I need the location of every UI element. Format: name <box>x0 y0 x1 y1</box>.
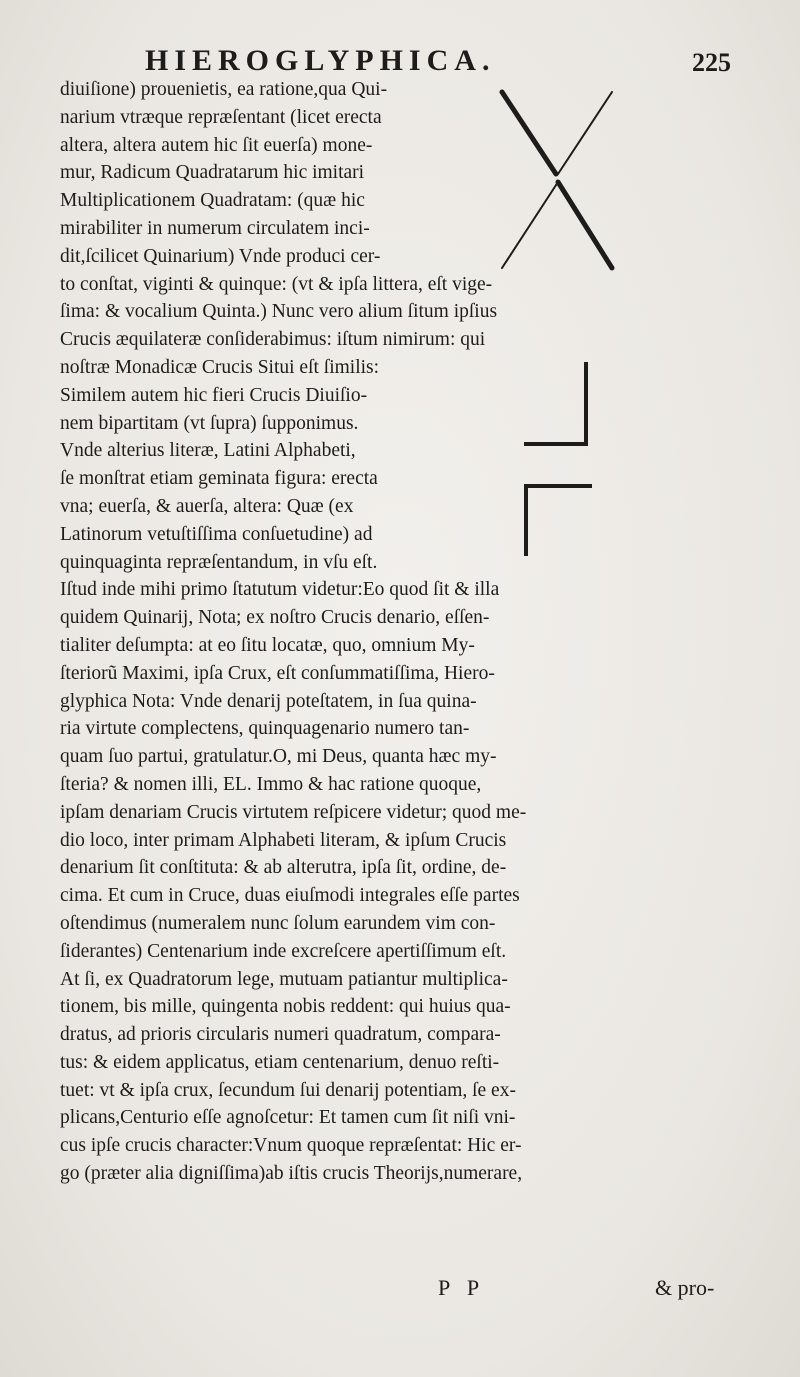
text-line: plicans,Centurio eſſe agnoſcetur: Et tamen cum ſit niſi vni- <box>60 1107 516 1129</box>
catchword: & pro- <box>655 1275 715 1300</box>
text-line: vna; euerſa, & auerſa, altera: Quæ (ex <box>60 495 354 517</box>
text-line: quidem Quinarij, Nota; ex noſtro Crucis denario, eſſen- <box>60 607 490 629</box>
bipartite-cross-corner-figure <box>498 356 610 560</box>
text-line: Vnde alterius literæ, Latini Alphabeti, <box>60 440 356 462</box>
text-line: tionem, bis mille, quingenta nobis reddent: qui huius qua- <box>60 996 511 1018</box>
text-line: ria virtute complectens, quinquagenario numero tan- <box>60 718 470 740</box>
text-line: Iſtud inde mihi primo ſtatutum videtur:Eo quod ſit & illa <box>60 579 500 601</box>
text-line: At ſi, ex Quadratorum lege, mutuam patiantur multiplica- <box>60 968 508 990</box>
page-number: 225 <box>692 48 731 77</box>
text-line: to conſtat, viginti & quinque: (vt & ipſa littera, eſt vige- <box>60 273 493 295</box>
signature-mark: P P <box>438 1275 486 1300</box>
text-line: cima. Et cum in Cruce, duas eiuſmodi integrales eſſe partes <box>60 885 520 907</box>
text-line: tialiter deſumpta: at eo ſitu locatæ, quo, omnium My- <box>60 634 475 656</box>
running-title: HIEROGLYPHICA. <box>145 44 496 77</box>
text-line: dit,ſcilicet Quinarium) Vnde produci cer- <box>60 245 381 267</box>
text-line: tuet: vt & ipſa crux, ſecundum ſui denarij potentiam, ſe ex- <box>60 1079 516 1101</box>
text-line: denarium ſit conſtituta: & ab alterutra, ipſa ſit, ordine, de- <box>60 857 507 879</box>
text-line: noſtræ Monadicæ Crucis Situi eſt ſimilis: <box>60 356 380 378</box>
text-line: Crucis æquilateræ conſiderabimus: iſtum nimirum: qui <box>60 329 486 351</box>
text-line: ſteriorũ Maximi, ipſa Crux, eſt conſummatiſſima, Hiero- <box>60 662 495 684</box>
text-line: ſteria? & nomen illi, EL. Immo & hac ratione quoque, <box>60 773 482 795</box>
v-over-inverted-v-figure <box>486 88 640 278</box>
text-line: Latinorum vetuſtiſſima conſuetudine) ad <box>60 523 373 545</box>
text-line: mirabiliter in numerum circulatem inci- <box>60 217 370 239</box>
text-line: Similem autem hic fieri Crucis Diuiſio- <box>60 384 368 406</box>
text-line: narium vtræque repræſentant (licet erecta <box>60 106 382 128</box>
text-line: Multiplicationem Quadratam: (quæ hic <box>60 190 365 212</box>
running-head <box>60 44 780 78</box>
text-line: ſima: & vocalium Quinta.) Nunc vero alium ſitum ipſius <box>60 301 498 323</box>
text-line: cus ipſe crucis character:Vnum quoque repræſentat: Hic er- <box>60 1135 522 1157</box>
text-line: ipſam denariam Crucis virtutem reſpicere videtur; quod me- <box>60 801 527 823</box>
text-line: quinquaginta repræſentandum, in vſu eſt. <box>60 551 378 573</box>
text-line: tus: & eidem applicatus, etiam centenarium, denuo reſti- <box>60 1051 500 1073</box>
text-line: ſiderantes) Centenarium inde excreſcere apertiſſimum eſt. <box>60 940 507 962</box>
text-line: quam ſuo partui, gratulatur.O, mi Deus, quanta hæc my- <box>60 746 497 768</box>
text-line: dio loco, inter primam Alphabeti literam, & ipſum Crucis <box>60 829 507 851</box>
text-line: altera, altera autem hic ſit euerſa) mone- <box>60 134 373 156</box>
text-line: go (præter alia digniſſima)ab iſtis crucis Theorijs,numerare, <box>60 1163 523 1185</box>
text-line: glyphica Nota: Vnde denarij poteſtatem, in ſua quina- <box>60 690 477 712</box>
text-line: dratus, ad prioris circularis numeri quadratum, compara- <box>60 1024 501 1046</box>
text-line: diuiſione) prouenietis, ea ratione,qua Qui- <box>60 79 388 100</box>
text-line: oſtendimus (numeralem nunc ſolum earundem vim con- <box>60 912 496 934</box>
text-line: nem bipartitam (vt ſupra) ſupponimus. <box>60 412 359 434</box>
text-line: mur, Radicum Quadratarum hic imitari <box>60 162 365 184</box>
body-text <box>60 76 780 1188</box>
text-line: ſe monſtrat etiam geminata figura: erecta <box>60 468 378 490</box>
